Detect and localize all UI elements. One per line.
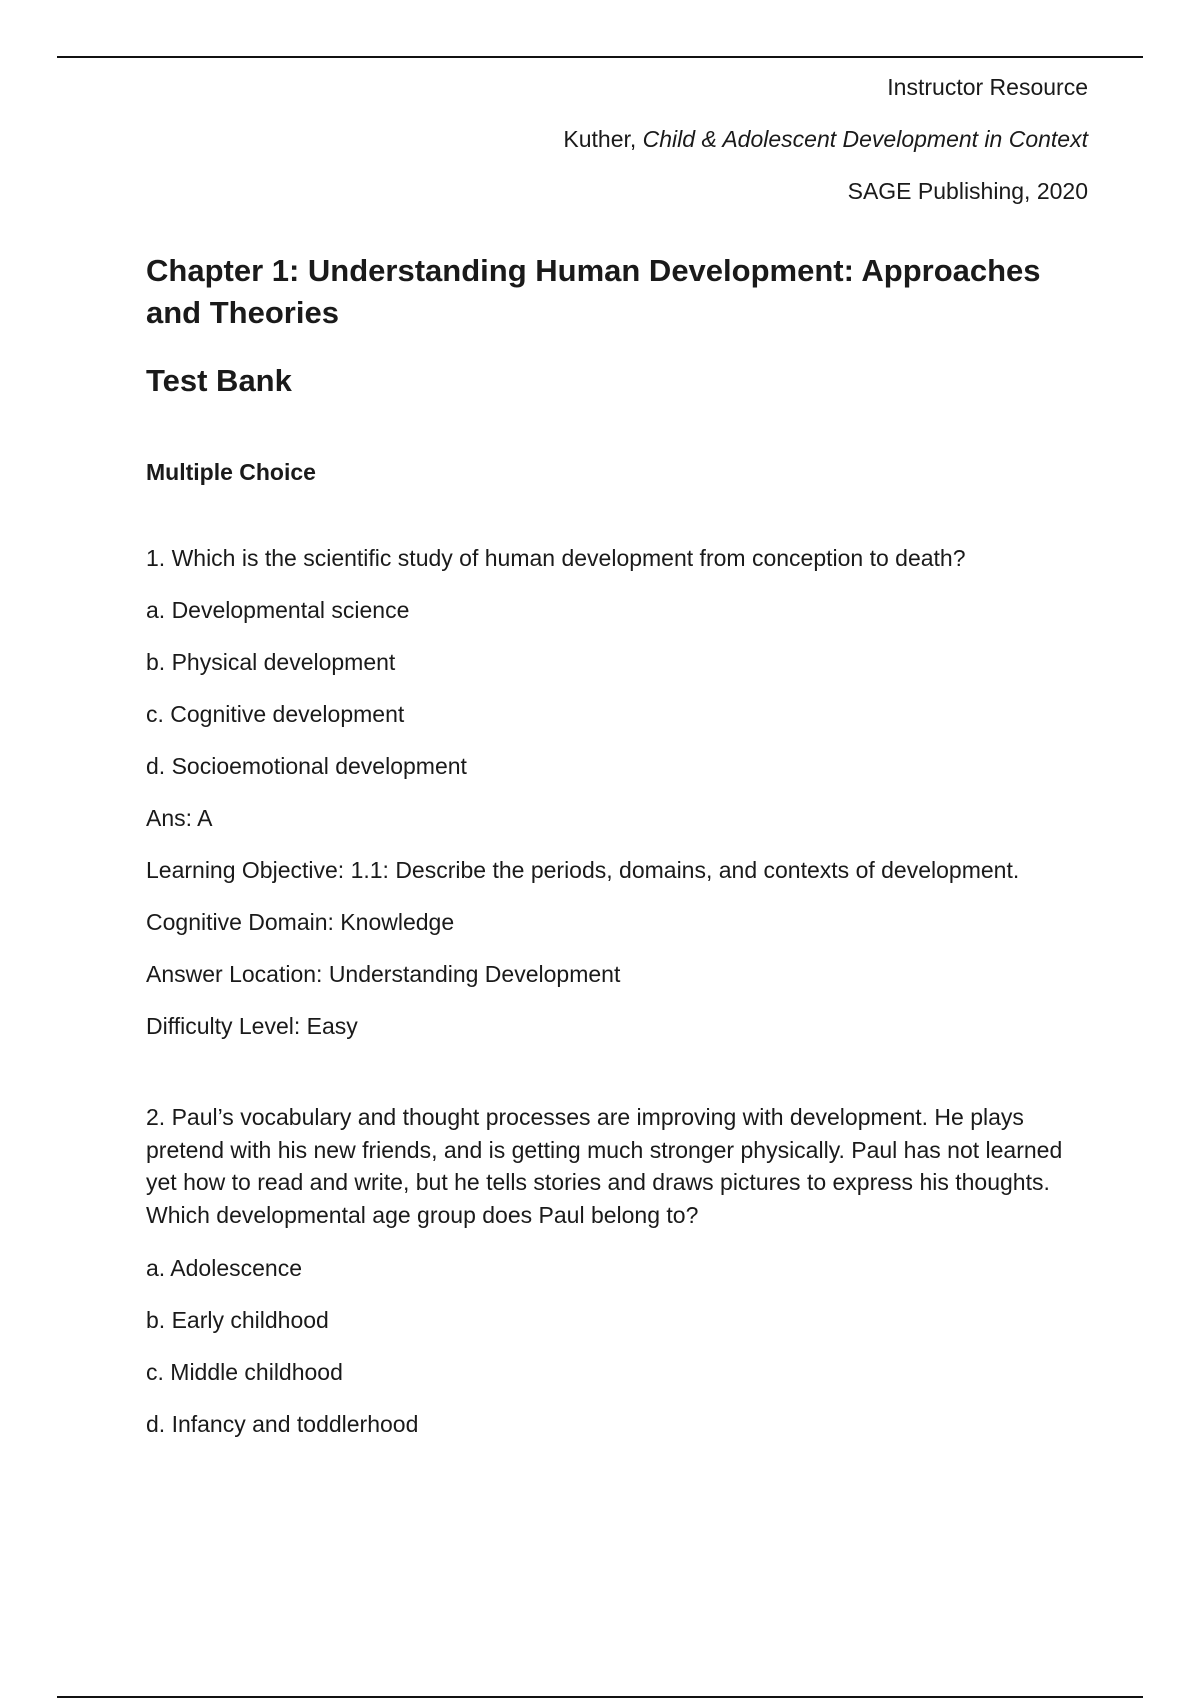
question-stem: 1. Which is the scientific study of human development from conception to death? bbox=[146, 545, 966, 571]
answer-location: Answer Location: Understanding Development bbox=[146, 961, 621, 987]
header-author: Kuther, bbox=[563, 126, 643, 152]
answer-key: Ans: A bbox=[146, 805, 213, 831]
question-2 bbox=[146, 1101, 1096, 1439]
header-book-citation bbox=[563, 126, 1088, 152]
cognitive-domain: Cognitive Domain: Knowledge bbox=[146, 909, 455, 935]
document-header bbox=[563, 74, 1088, 230]
answer-option: a. Developmental science bbox=[146, 597, 410, 623]
answer-option: d. Infancy and toddlerhood bbox=[146, 1411, 419, 1437]
question-stem: 2. Paul’s vocabulary and thought processes are improving with development. He plays pretend with his new friends, and is getting much stronger physically. Paul has not learned yet how to read and write, but he tells stories and draws pictures to express his thoughts. Which developmental age group does Paul belong to? bbox=[146, 1104, 1063, 1228]
answer-option: c. Middle childhood bbox=[146, 1359, 343, 1385]
header-publisher: SAGE Publishing, 2020 bbox=[847, 178, 1088, 204]
learning-objective: Learning Objective: 1.1: Describe the periods, domains, and contexts of development. bbox=[146, 857, 1020, 883]
answer-option: b. Early childhood bbox=[146, 1307, 329, 1333]
section-title: Multiple Choice bbox=[146, 459, 316, 485]
header-book-title: Child & Adolescent Development in Context bbox=[642, 126, 1088, 152]
question-1 bbox=[146, 543, 1096, 1041]
test-bank-title: Test Bank bbox=[146, 363, 292, 398]
difficulty-level: Difficulty Level: Easy bbox=[146, 1013, 358, 1039]
chapter-title: Chapter 1: Understanding Human Development: Approaches and Theories bbox=[146, 253, 1041, 330]
header-instructor-resource: Instructor Resource bbox=[887, 74, 1088, 100]
answer-option: c. Cognitive development bbox=[146, 701, 405, 727]
answer-option: d. Socioemotional development bbox=[146, 753, 467, 779]
bottom-rule bbox=[57, 1696, 1143, 1698]
top-rule bbox=[57, 56, 1143, 58]
document-body bbox=[146, 250, 1096, 1461]
answer-option: a. Adolescence bbox=[146, 1255, 303, 1281]
answer-option: b. Physical development bbox=[146, 649, 396, 675]
